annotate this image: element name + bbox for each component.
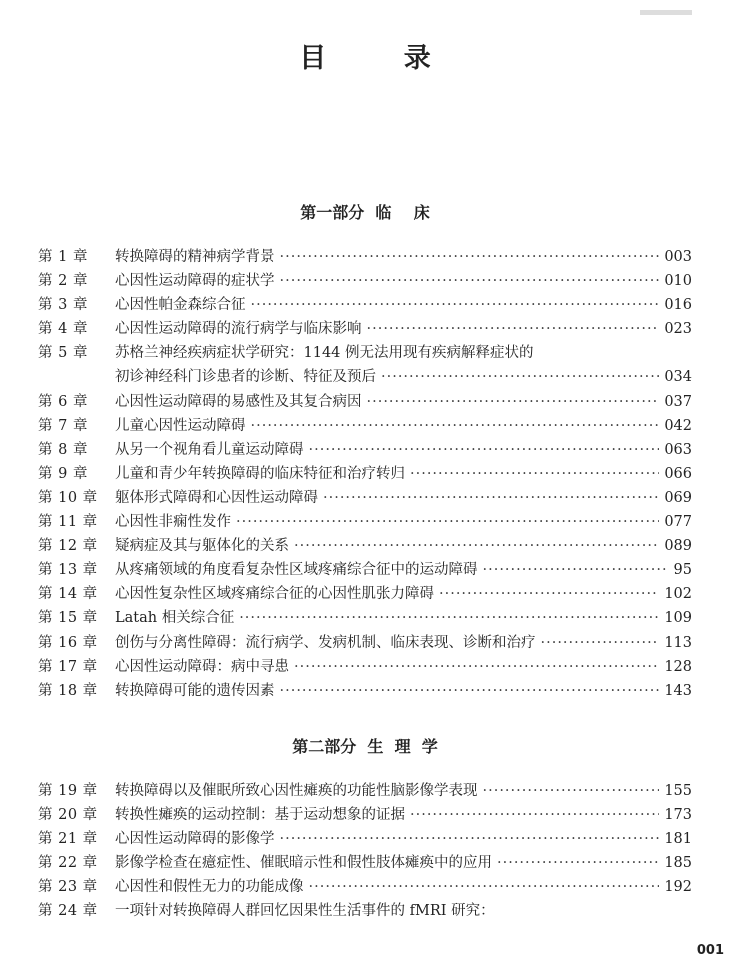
chapter-title: 转换障碍以及催眠所致心因性瘫痪的功能性脑影像学表现 (115, 783, 478, 799)
dot-leader (239, 606, 659, 630)
chapter-number: 第 12 章 (38, 538, 98, 555)
dot-leader (236, 510, 659, 534)
chapter-number: 第 15 章 (38, 610, 98, 627)
page-ref: 185 (664, 855, 692, 872)
chapter-title: 心因性运动障碍：病中寻患 (115, 658, 289, 675)
toc-entry[interactable] (38, 534, 692, 558)
chapter-number: 第 19 章 (38, 783, 98, 799)
dot-leader (367, 390, 660, 414)
chapter-number: 第 5 章 (38, 345, 88, 362)
chapter-number: 第 22 章 (38, 855, 98, 872)
dot-leader (410, 462, 659, 486)
page-ref: 042 (664, 417, 692, 434)
chapter-title: 心因性和假性无力的功能成像 (115, 879, 304, 896)
page-ref: 063 (664, 441, 692, 458)
dot-leader (280, 827, 660, 851)
dot-leader (251, 414, 660, 438)
dot-leader (439, 582, 659, 606)
toc-entry[interactable] (38, 827, 692, 851)
chapter-title: 心因性运动障碍的症状学 (115, 273, 275, 290)
toc-entry[interactable] (38, 558, 692, 582)
toc-entry[interactable] (38, 606, 692, 630)
chapter-number: 第 4 章 (38, 321, 88, 338)
toc-entry[interactable] (38, 679, 692, 703)
dot-leader (410, 803, 659, 827)
dot-leader (541, 631, 660, 655)
toc-entry[interactable] (38, 851, 692, 875)
chapter-number: 第 1 章 (38, 249, 88, 265)
chapter-title: 儿童心因性运动障碍 (115, 417, 246, 434)
page-ref: 069 (664, 489, 692, 506)
chapter-title: 疑病症及其与躯体化的关系 (115, 538, 289, 555)
chapter-number: 第 20 章 (38, 807, 98, 824)
dot-leader (280, 245, 660, 269)
page-ref: 003 (664, 249, 692, 265)
page-ref: 109 (664, 610, 692, 627)
toc-entry[interactable] (38, 245, 692, 269)
toc-entry[interactable] (38, 803, 692, 827)
page-number: 001 (696, 943, 724, 958)
chapter-number: 第 6 章 (38, 393, 88, 410)
chapter-number: 第 8 章 (38, 441, 88, 458)
page-ref: 128 (664, 658, 692, 675)
page-ref: 155 (664, 783, 692, 799)
page-ref: 023 (664, 321, 692, 338)
dot-leader (309, 438, 660, 462)
chapter-number: 第 10 章 (38, 489, 98, 506)
page-ref: 066 (664, 465, 692, 482)
toc-entry[interactable] (38, 631, 692, 655)
toc-entry[interactable] (38, 875, 692, 899)
chapter-number: 第 18 章 (38, 682, 98, 699)
chapter-number: 第 9 章 (38, 465, 88, 482)
page-ref: 173 (664, 807, 692, 824)
scroll-indicator (640, 10, 692, 15)
page-ref: 010 (664, 273, 692, 290)
toc-entry[interactable] (38, 390, 692, 414)
toc-entry[interactable] (38, 582, 692, 606)
dot-leader (309, 875, 660, 899)
chapter-number: 第 23 章 (38, 879, 98, 896)
page-ref: 016 (664, 297, 692, 314)
toc-entry[interactable] (38, 269, 692, 293)
chapter-title: 影像学检查在癔症性、催眠暗示性和假性肢体瘫痪中的应用 (115, 855, 492, 872)
chapter-title: 创伤与分离性障碍：流行病学、发病机制、临床表现、诊断和治疗 (115, 634, 536, 651)
dot-leader (280, 679, 660, 703)
part-heading: 第二部分 生 理 学 (292, 737, 438, 756)
chapter-number: 第 11 章 (38, 514, 98, 531)
toc-entry-continuation[interactable] (38, 365, 692, 389)
page-ref: 089 (664, 538, 692, 555)
chapter-title: 转换障碍的精神病学背景 (115, 249, 275, 265)
dot-leader (280, 269, 660, 293)
page-ref: 037 (664, 393, 692, 410)
page-ref: 95 (673, 562, 692, 579)
chapter-title: 心因性非痫性发作 (115, 514, 231, 531)
toc-entry[interactable] (38, 779, 692, 803)
chapter-title: 从另一个视角看儿童运动障碍 (115, 441, 304, 458)
dot-leader (483, 779, 660, 803)
chapter-number: 第 17 章 (38, 658, 98, 675)
dot-leader (497, 851, 659, 875)
dot-leader (483, 558, 669, 582)
dot-leader (323, 486, 659, 510)
toc-entry[interactable] (38, 462, 692, 486)
chapter-title: 躯体形式障碍和心因性运动障碍 (115, 489, 318, 506)
page-ref: 181 (664, 831, 692, 848)
chapter-title: 从疼痛领域的角度看复杂性区域疼痛综合征中的运动障碍 (115, 562, 478, 579)
chapter-list (38, 779, 692, 924)
chapter-number: 第 21 章 (38, 831, 98, 848)
chapter-number: 第 14 章 (38, 586, 98, 603)
dot-leader (294, 655, 659, 679)
toc-entry[interactable] (38, 341, 692, 365)
chapter-number: 第 24 章 (38, 903, 98, 920)
page-ref: 034 (664, 369, 692, 386)
page-ref: 102 (664, 586, 692, 603)
dot-leader (367, 317, 660, 341)
chapter-title: 心因性运动障碍的流行病学与临床影响 (115, 321, 362, 338)
chapter-title: 心因性复杂性区域疼痛综合征的心因性肌张力障碍 (115, 586, 434, 603)
dot-leader (381, 365, 659, 389)
chapter-title: 转换性瘫痪的运动控制：基于运动想象的证据 (115, 807, 405, 824)
chapter-title: 转换障碍可能的遗传因素 (115, 682, 275, 699)
chapter-title: 一项针对转换障碍人群回忆因果性生活事件的 fMRI 研究： (115, 903, 495, 920)
chapter-title: 心因性帕金森综合征 (115, 297, 246, 314)
chapter-number: 第 3 章 (38, 297, 88, 314)
chapter-number: 第 16 章 (38, 634, 98, 651)
toc-entry[interactable] (38, 655, 692, 679)
chapter-number: 第 7 章 (38, 417, 88, 434)
toc-entry[interactable] (38, 414, 692, 438)
chapter-title: 心因性运动障碍的易感性及其复合病因 (115, 393, 362, 410)
chapter-title: 儿童和青少年转换障碍的临床特征和治疗转归 (115, 465, 405, 482)
page-title: 目 录 (299, 43, 465, 74)
chapter-title-continued: 初诊神经科门诊患者的诊断、特征及预后 (115, 369, 376, 386)
toc-entry[interactable] (38, 510, 692, 534)
toc-entry[interactable] (38, 438, 692, 462)
dot-leader (294, 534, 659, 558)
chapter-list (38, 245, 692, 703)
chapter-title: 苏格兰神经疾病症状学研究：1144 例无法用现有疾病解释症状的 (115, 345, 534, 362)
toc-entry[interactable] (38, 899, 692, 923)
page-ref: 143 (664, 682, 692, 699)
page-ref: 077 (664, 514, 692, 531)
page-ref: 192 (664, 879, 692, 896)
toc-entry[interactable] (38, 293, 692, 317)
chapter-title: Latah 相关综合征 (115, 610, 235, 627)
dot-leader (251, 293, 660, 317)
chapter-number: 第 2 章 (38, 273, 88, 290)
toc-entry[interactable] (38, 486, 692, 510)
page-ref: 113 (664, 634, 692, 651)
chapter-number: 第 13 章 (38, 562, 98, 579)
chapter-title: 心因性运动障碍的影像学 (115, 831, 275, 848)
part-heading: 第一部分 临 床 (300, 203, 430, 222)
toc-entry[interactable] (38, 317, 692, 341)
